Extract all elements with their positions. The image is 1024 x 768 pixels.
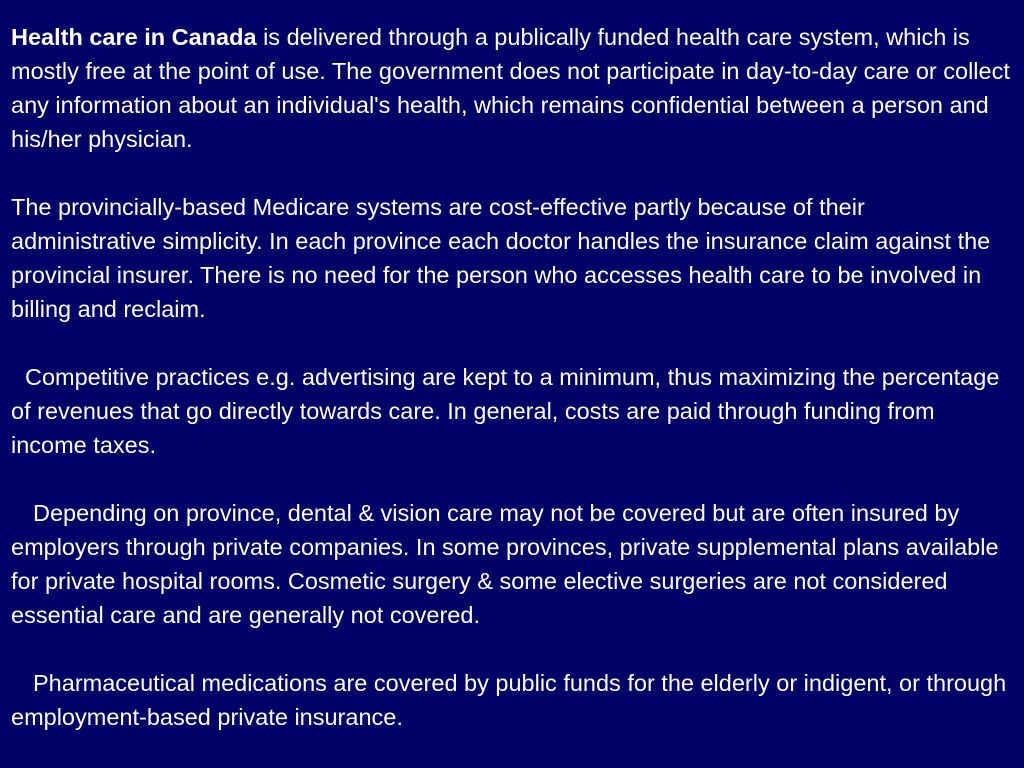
paragraph-body: is delivered through a publically funded health care system, which is mostly free at the point of use. The government does not participate in day-to-day care or collect any information about an individual's health, which remains confidential between a person and his/her physician.: [11, 24, 1010, 152]
paragraph-dental-vision-care: Depending on province, dental & vision care may not be covered but are often insured by employers through private companies. In some provinces, private supplemental plans available for private hospital rooms. Cosmetic surgery & some elective surgeries are not considered essential care and are generally not covered.: [11, 500, 999, 628]
paragraph-lead-heading: Health care in Canada: [11, 24, 257, 50]
paragraph-health-care-overview: [11, 20, 1014, 156]
paragraph-competitive-practices: Competitive practices e.g. advertising are kept to a minimum, thus maximizing the percentage of revenues that go directly towards care. In general, costs are paid through funding from income taxes.: [11, 364, 1000, 458]
paragraph-pharmaceutical-medications: Pharmaceutical medications are covered by public funds for the elderly or indigent, or through employment-based private insurance.: [11, 670, 1007, 730]
paragraph-medicare-systems: The provincially-based Medicare systems are cost-effective partly because of their administrative simplicity. In each province each doctor handles the insurance claim against the provincial insurer. There is no need for the person who accesses health care to be involved in billing and reclaim.: [11, 194, 991, 322]
